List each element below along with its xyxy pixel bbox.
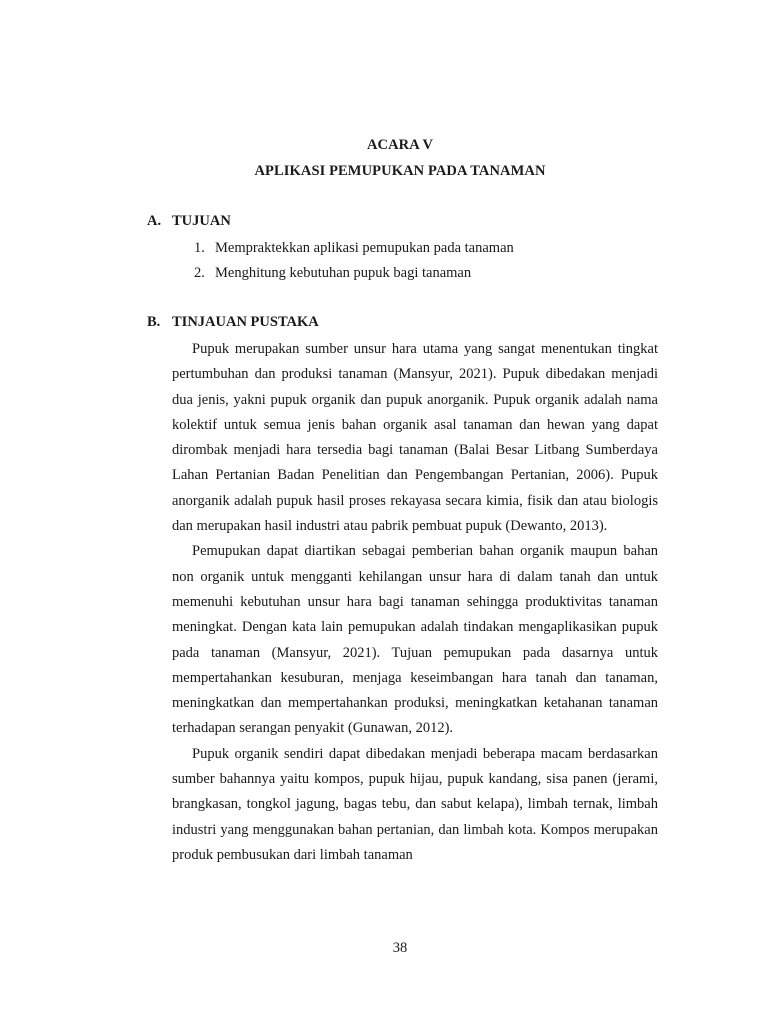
section-a-heading [147, 213, 231, 230]
list-item [194, 239, 514, 264]
literature-review-body [172, 337, 658, 868]
chapter-heading: ACARA V [366, 137, 434, 153]
list-item-number: 1. [194, 240, 205, 256]
paragraph: Pupuk organik sendiri dapat dibedakan menjadi beberapa macam berdasarkan sumber bahannya yaitu kompos, pupuk hijau, pupuk kandang, sisa panen (jerami, brangkasan, tongkol jagung, bagas tebu, dan sabut kelapa), limbah ternak, limbah industri yang menggunakan bahan pertanian, dan limbah kota. Kompos merupakan produk pembusukan dari limbah tanaman [172, 745, 658, 863]
section-b-letter: B. [147, 314, 161, 330]
section-a-letter: A. [147, 213, 162, 229]
page-number: 38 [392, 940, 408, 956]
paragraph: Pupuk merupakan sumber unsur hara utama yang sangat menentukan tingkat pertumbuhan dan produksi tanaman (Mansyur, 2021). Pupuk dibedakan menjadi dua jenis, yakni pupuk organik dan pupuk anorganik. Pupuk organik adalah nama kolektif untuk semua jenis bahan organik asal tanaman dan hewan yang dapat dirombak menjadi hara tersedia bagi tanaman (Balai Besar Litbang Sumberdaya Lahan Pertanian Badan Penelitian dan Pengembangan Pertanian, 2006). Pupuk anorganik adalah pupuk hasil proses rekayasa secara kimia, fisik dan atau biologis dan merupakan hasil industri atau pabrik pembuat pupuk (Dewanto, 2013). [172, 341, 658, 535]
section-a-title: TUJUAN [172, 213, 231, 229]
section-b-heading [147, 314, 319, 331]
objectives-list [194, 239, 514, 289]
paragraph: Pemupukan dapat diartikan sebagai pemberian bahan organik maupun bahan non organik untuk mengganti kehilangan unsur hara di dalam tanah dan untuk memenuhi kebutuhan unsur hara bagi tanaman sehingga produktivitas tanaman meningkat. Dengan kata lain pemupukan adalah tindakan mengaplikasikan pupuk pada tanaman (Mansyur, 2021). Tujuan pemupukan pada dasarnya untuk mempertahankan kesuburan, menjaga keseimbangan hara tanah dan tanaman, meningkatkan dan mempertahankan produksi, meningkatkan ketahanan tanaman terhadapan serangan penyakit (Gunawan, 2012). [172, 543, 658, 737]
chapter-title: APLIKASI PEMUPUKAN PADA TANAMAN [254, 163, 546, 179]
list-item [194, 264, 514, 289]
list-item-text: Menghitung kebutuhan pupuk bagi tanaman [215, 265, 472, 281]
list-item-text: Mempraktekkan aplikasi pemupukan pada tanaman [215, 240, 514, 256]
list-item-number: 2. [194, 265, 205, 281]
section-b-title: TINJAUAN PUSTAKA [172, 314, 319, 330]
